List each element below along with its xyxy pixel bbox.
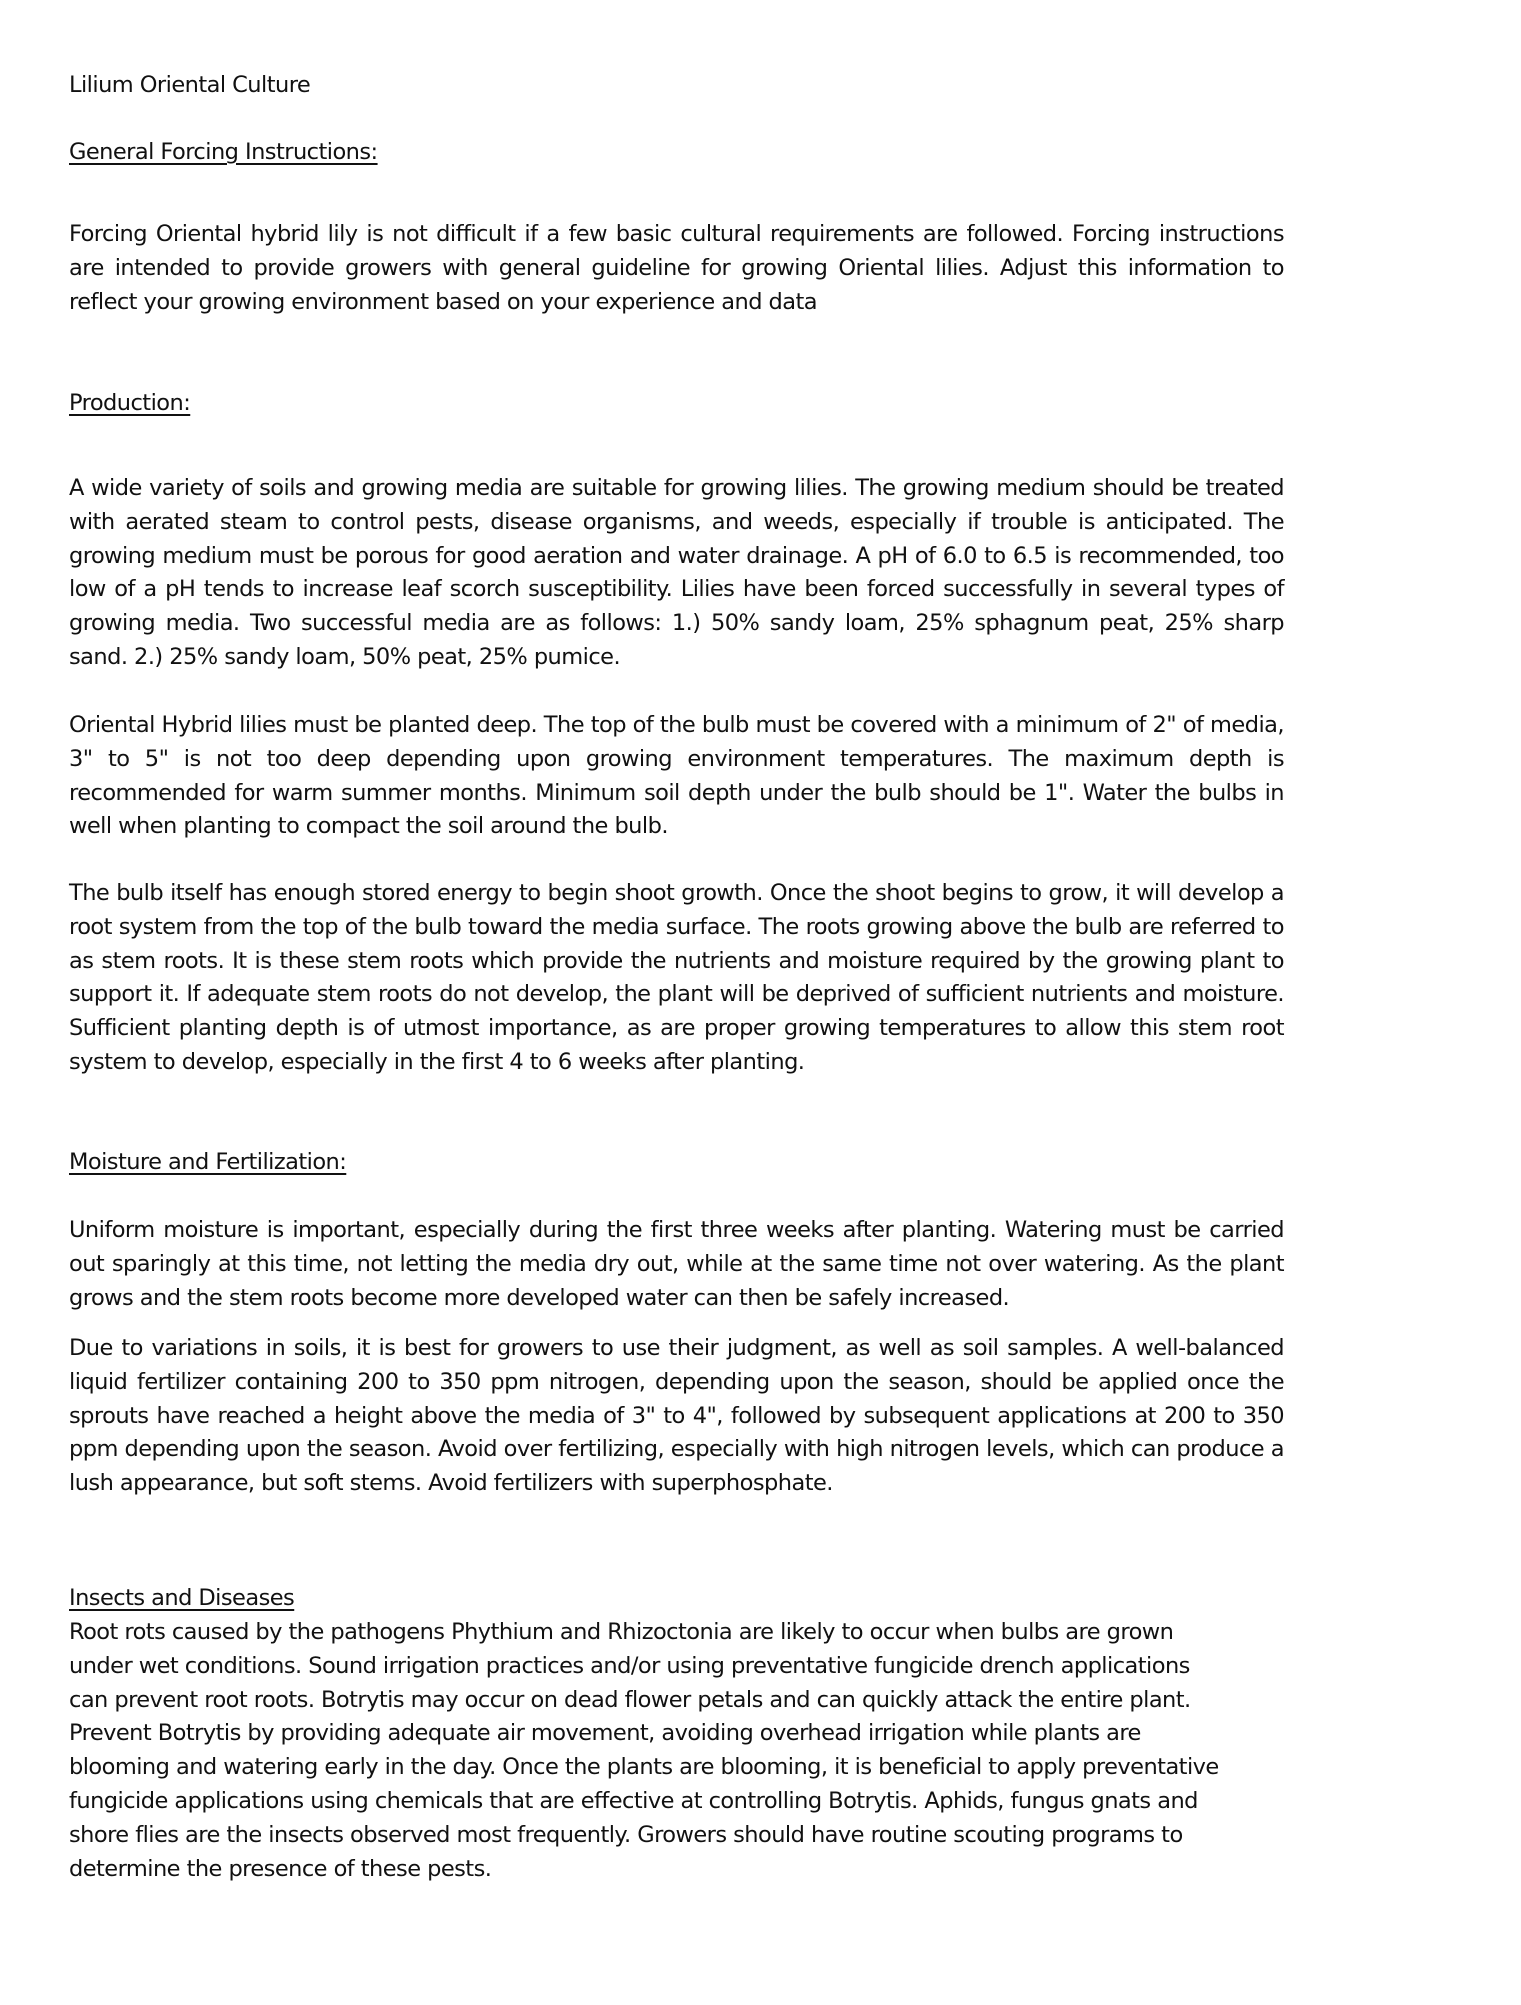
section-heading-insects: Insects and Diseases — [69, 1585, 295, 1611]
section-heading-forcing: General Forcing Instructions: — [69, 139, 378, 165]
insects-line: Root rots caused by the pathogens Phythium and Rhizoctonia are likely to occur when bulbs are grown — [69, 1619, 1174, 1645]
insects-line: blooming and watering early in the day. Once the plants are blooming, it is beneficial to apply preventative — [69, 1754, 1219, 1781]
insects-line: under wet conditions. Sound irrigation practices and/or using preventative fungicide drench applications — [69, 1652, 1190, 1679]
paragraph-moisture-2: Due to variations in soils, it is best for growers to use their judgment, as well as soil samples. A well-balanced liquid fertilizer containing 200 to 350 ppm nitrogen, depending upon the season, should be applied once the sprouts have reached a height above the media of 3" to 4", followed by subsequent applications at 200 to 350 ppm depending upon the season. Avoid over fertilizing, especially with high nitrogen levels, which can produce a lush appearance, but soft stems. Avoid fertilizers with superphosphate. — [69, 1335, 1284, 1497]
paragraph-insects — [69, 1616, 1284, 1886]
document-title: Lilium Oriental Culture — [69, 72, 311, 98]
paragraph-production-3: The bulb itself has enough stored energy to begin shoot growth. Once the shoot begins to grow, it will develop a root system from the top of the bulb toward the media surface. The roots growing above the bulb are referred to as stem roots. It is these stem roots which provide the nutrients and moisture required by the growing plant to support it. If adequate stem roots do not develop, the plant will be deprived of sufficient nutrients and moisture. Sufficient planting depth is of utmost importance, as are proper growing temperatures to allow this stem root system to develop, especially in the first 4 to 6 weeks after planting. — [69, 880, 1284, 1075]
section-heading-production: Production: — [69, 390, 191, 416]
paragraph-moisture-1: Uniform moisture is important, especially during the first three weeks after planting. Watering must be carried out sparingly at this time, not letting the media dry out, while at the same time not over watering. As the plant grows and the stem roots become more developed water can then be safely increased. — [69, 1217, 1284, 1311]
insects-line: can prevent root roots. Botrytis may occur on dead flower petals and can quickly attack the entire plant. — [69, 1686, 1191, 1713]
paragraph-production-1: A wide variety of soils and growing media are suitable for growing lilies. The growing medium should be treated with aerated steam to control pests, disease organisms, and weeds, especially if trouble is anticipated. The growing medium must be porous for good aeration and water drainage. A pH of 6.0 to 6.5 is recommended, too low of a pH tends to increase leaf scorch susceptibility. Lilies have been forced successfully in several types of growing media. Two successful media are as follows: 1.) 50% sandy loam, 25% sphagnum peat, 25% sharp sand. 2.) 25% sandy loam, 50% peat, 25% pumice. — [69, 475, 1284, 670]
paragraph-production-2: Oriental Hybrid lilies must be planted deep. The top of the bulb must be covered with a minimum of 2" of media, 3" to 5" is not too deep depending upon growing environment temperatures. The maximum depth is recommended for warm summer months. Minimum soil depth under the bulb should be 1". Water the bulbs in well when planting to compact the soil around the bulb. — [69, 712, 1284, 840]
insects-line: shore flies are the insects observed most frequently. Growers should have routine scouting programs to — [69, 1821, 1183, 1848]
insects-line: determine the presence of these pests. — [69, 1855, 492, 1882]
section-heading-moisture: Moisture and Fertilization: — [69, 1149, 347, 1175]
insects-line: fungicide applications using chemicals that are effective at controlling Botrytis. Aphids, fungus gnats and — [69, 1787, 1198, 1814]
insects-line: Prevent Botrytis by providing adequate air movement, avoiding overhead irrigation while plants are — [69, 1720, 1141, 1747]
paragraph-forcing-1: Forcing Oriental hybrid lily is not difficult if a few basic cultural requirements are followed. Forcing instructions are intended to provide growers with general guideline for growing Oriental lilies. Adjust this information to reflect your growing environment based on your experience and data — [69, 221, 1284, 315]
